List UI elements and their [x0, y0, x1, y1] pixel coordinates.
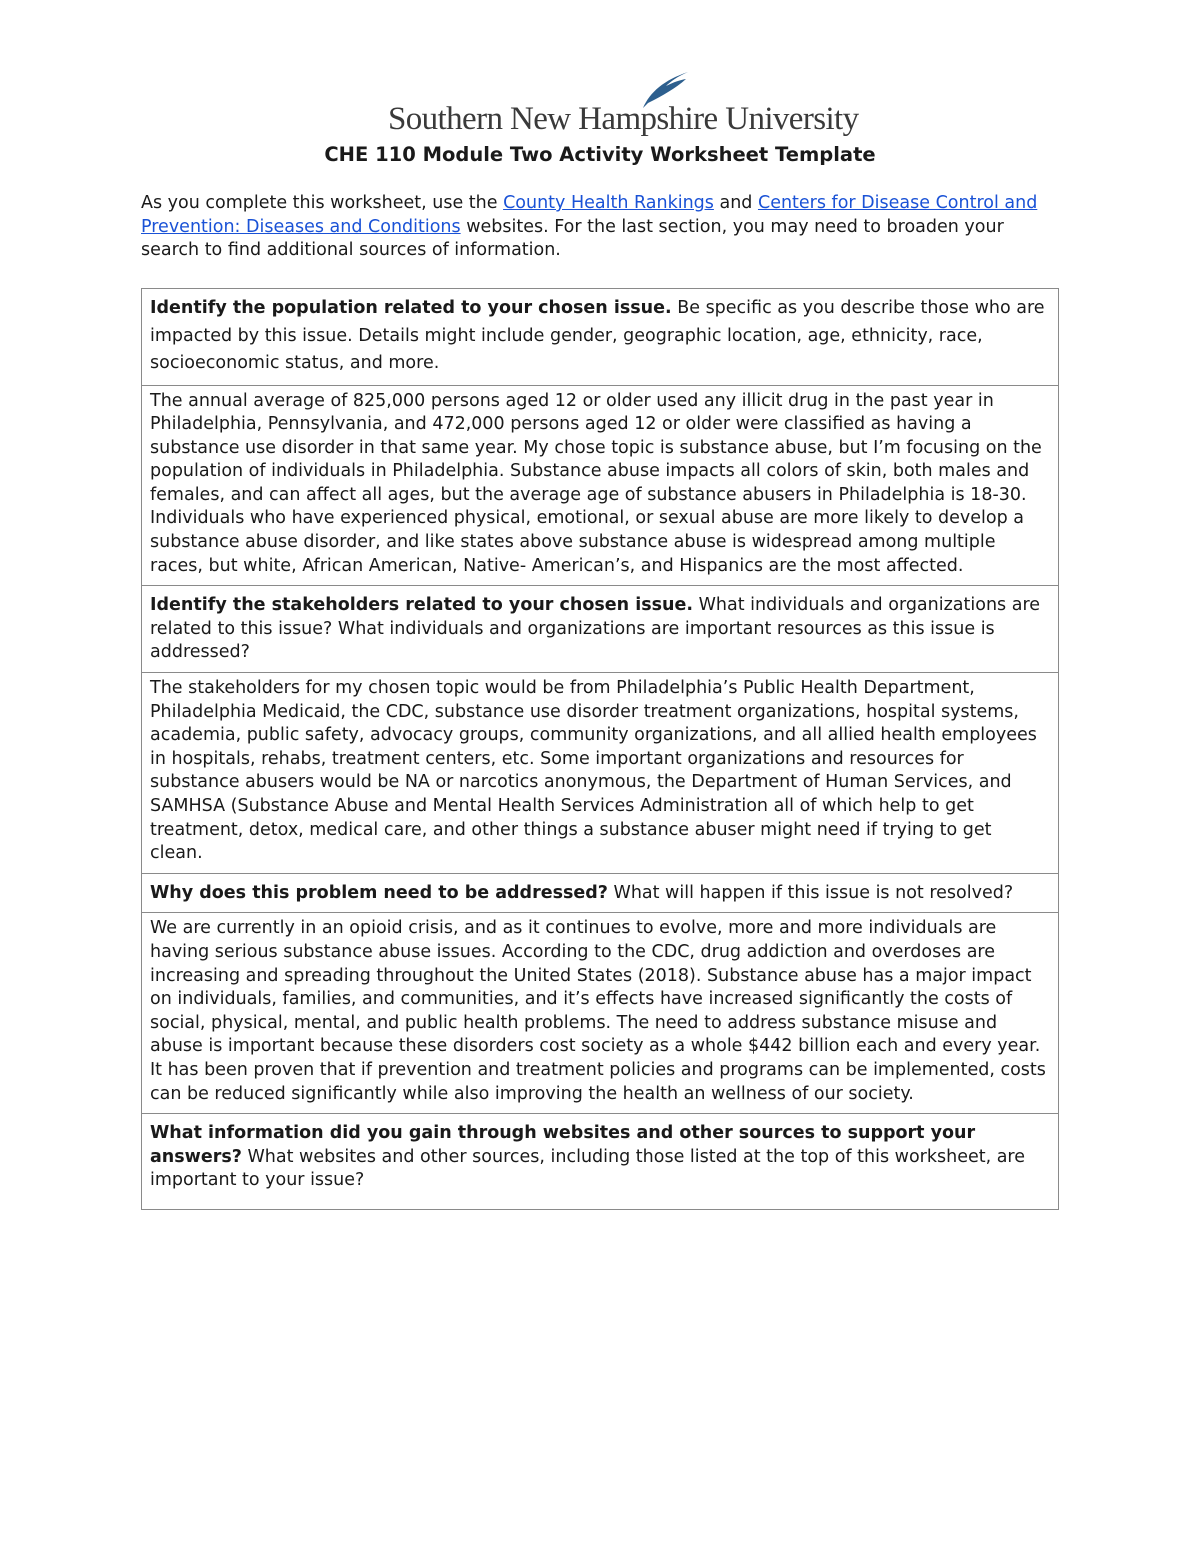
page-title: CHE 110 Module Two Activity Worksheet Template	[324, 143, 876, 166]
sources-prompt-row	[142, 1114, 1059, 1210]
population-prompt-heading: Identify the population related to your chosen issue.	[150, 298, 672, 318]
importance-answer-row	[142, 913, 1059, 1114]
intro-text-after: websites. For the last section, you may need to broaden your search to find additional sources of information.	[141, 216, 1004, 261]
stakeholders-answer-row	[142, 673, 1059, 874]
importance-answer-cell[interactable]: We are currently in an opioid crisis, and as it continues to evolve, more and more individuals are having serious substance abuse issues. According to the CDC, drug addiction and overdoses are increasing and spreading throughout the United States (2018). Substance abuse has a major impact on individuals, families, and communities, and it’s effects have increased significantly the costs of social, physical, mental, and public health problems. The need to address substance misuse and abuse is important because these disorders cost society as a whole $442 billion each and every year. It has been proven that if prevention and treatment policies and programs can be implemented, costs can be reduced significantly while also improving the health an wellness of our society.	[142, 913, 1059, 1114]
logo-wordmark: Southern New Hampshire University	[388, 101, 859, 137]
population-prompt-cell	[142, 289, 1059, 386]
importance-prompt-text: What will happen if this issue is not resolved?	[607, 882, 1014, 903]
intro-paragraph	[141, 192, 1061, 263]
stakeholders-prompt-heading: Identify the stakeholders related to your chosen issue.	[150, 595, 694, 616]
sources-prompt-text: What websites and other sources, including those listed at the top of this worksheet, are important to your issue?	[150, 1146, 1026, 1191]
university-logo	[388, 70, 859, 137]
importance-prompt-cell	[142, 873, 1059, 913]
stakeholders-prompt-cell	[142, 586, 1059, 673]
population-prompt-text: Be specific as you describe those who are impacted by this issue. Details might include gender, geographic location, age, ethnicity, race, socioeconomic status, and more.	[150, 298, 1045, 373]
population-prompt-row	[142, 289, 1059, 386]
county-health-rankings-link[interactable]: County Health Rankings	[503, 193, 714, 213]
stakeholders-answer-cell[interactable]: The stakeholders for my chosen topic would be from Philadelphia’s Public Health Department, Philadelphia Medicaid, the CDC, substance use disorder treatment organizations, hospital systems, academia, public safety, advocacy groups, community organizations, and all allied health employees in hospitals, rehabs, treatment centers, etc. Some important organizations and resources for substance abusers would be NA or narcotics anonymous, the Department of Human Services, and SAMHSA (Substance Abuse and Mental Health Services Administration all of which help to get treatment, detox, medical care, and other things a substance abuser might need if trying to get clean.	[142, 673, 1059, 874]
sources-prompt-cell[interactable]	[142, 1114, 1059, 1210]
intro-text-between: and	[713, 193, 758, 213]
cdc-diseases-conditions-link[interactable]: Centers for Disease Control and Prevention: Diseases and Conditions	[141, 193, 1038, 237]
intro-text-before: As you complete this worksheet, use the	[141, 193, 504, 213]
stakeholders-prompt-text: What individuals and organizations are related to this issue? What individuals and organizations are important resources as this issue is addressed?	[150, 595, 1041, 663]
stakeholders-prompt-row	[142, 586, 1059, 673]
importance-prompt-row	[142, 873, 1059, 913]
population-answer-row	[142, 385, 1059, 586]
sources-prompt-heading: What information did you gain through websites and other sources to support your answers?	[150, 1123, 976, 1167]
population-answer-cell[interactable]: The annual average of 825,000 persons aged 12 or older used any illicit drug in the past year in Philadelphia, Pennsylvania, and 472,000 persons aged 12 or older were classified as having a substance use disorder in that same year. My chose topic is substance abuse, but I’m focusing on the population of individuals in Philadelphia. Substance abuse impacts all colors of skin, both males and females, and can affect all ages, but the average age of substance abusers in Philadelphia is 18-30. Individuals who have experienced physical, emotional, or sexual abuse are more likely to develop a substance abuse disorder, and like states above substance abuse is widespread among multiple races, but white, African American, Native- American’s, and Hispanics are the most affected.	[142, 385, 1059, 586]
importance-prompt-heading: Why does this problem need to be addressed?	[150, 882, 608, 903]
worksheet-table	[141, 288, 1059, 1210]
